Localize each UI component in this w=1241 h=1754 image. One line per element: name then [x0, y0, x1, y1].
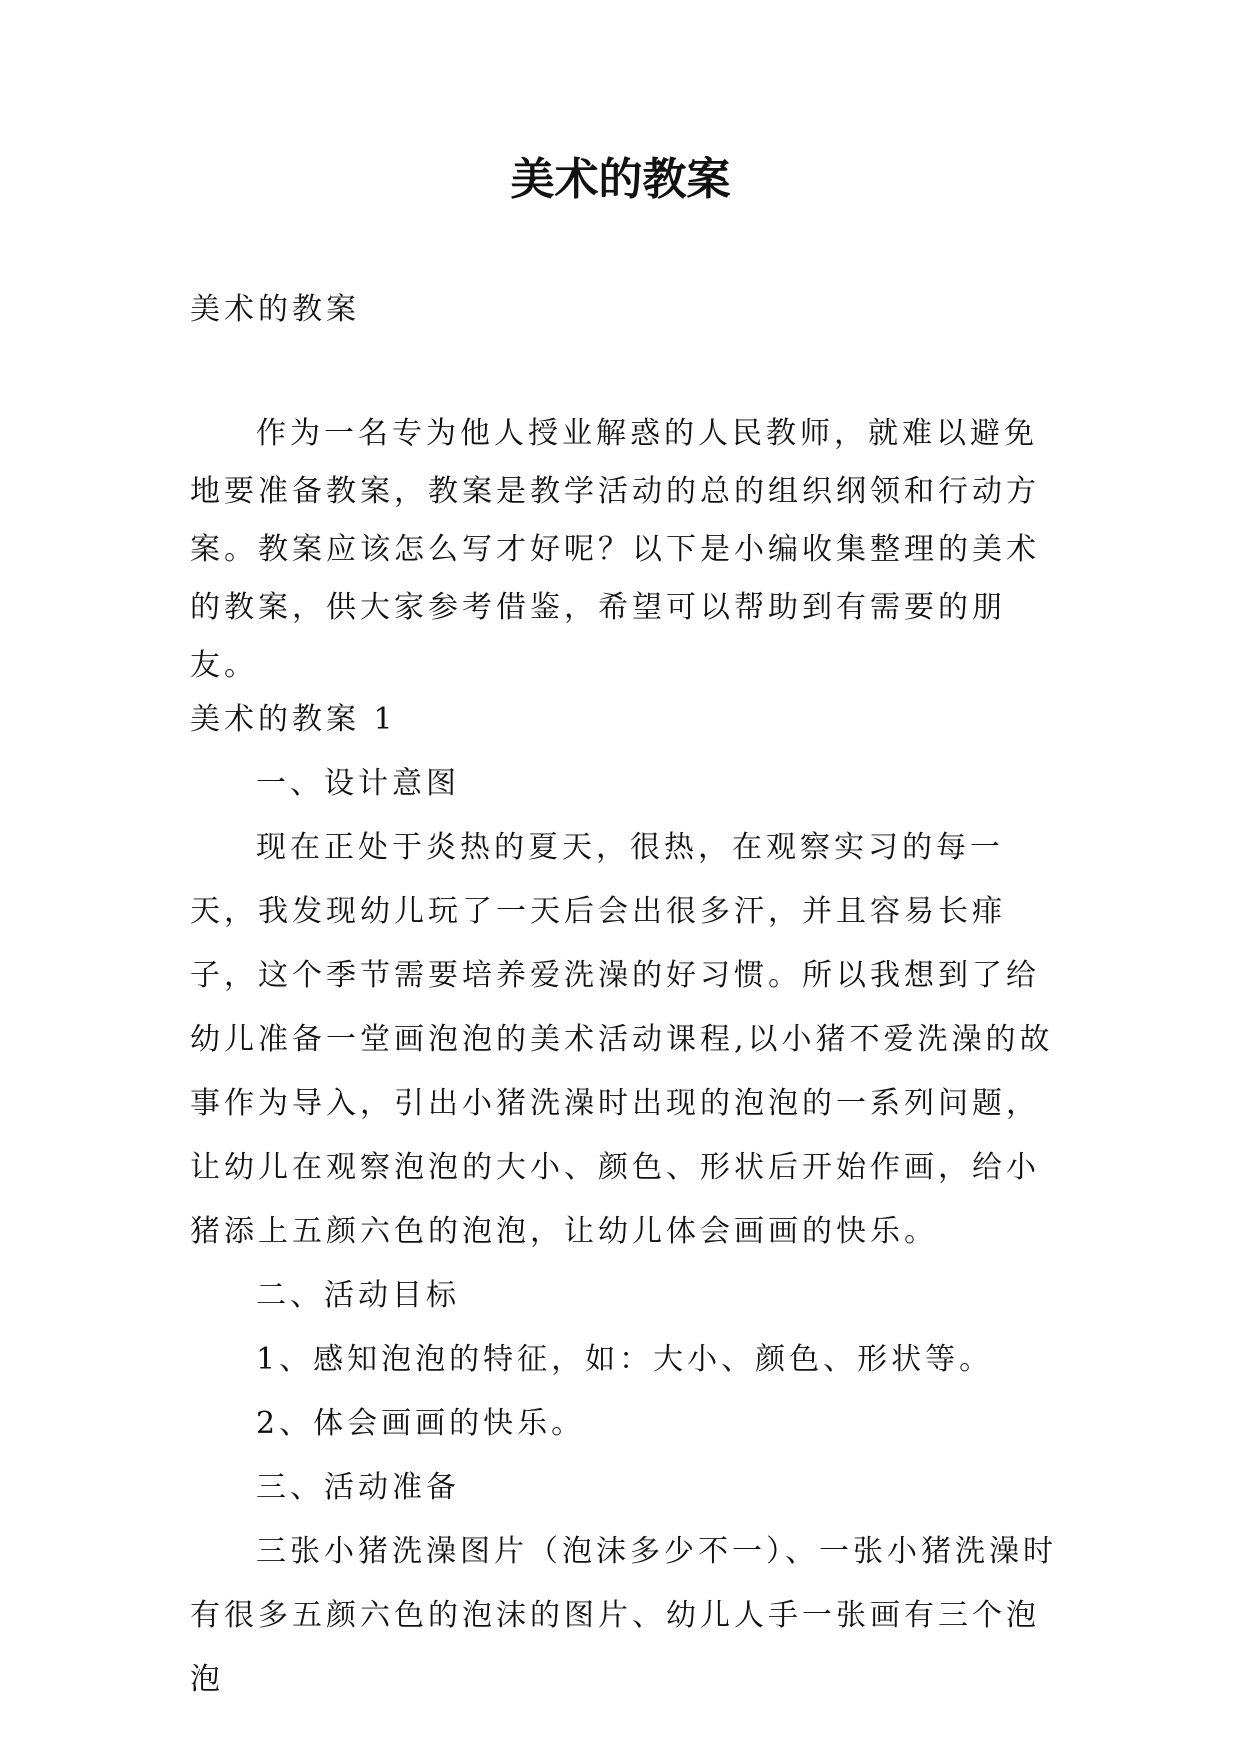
goal-item-2: 2、体会画画的快乐。	[256, 1406, 586, 1441]
document-title: 美术的教案	[510, 154, 731, 205]
section-body	[190, 752, 1070, 1712]
document-subtitle: 美术的教案	[190, 292, 360, 327]
intro-paragraph: 作为一名专为他人授业解惑的人民教师，就难以避免地要准备教案，教案是教学活动的总的组织纲领和行动方案。教案应该怎么写才好呢？以下是小编收集整理的美术的教案，供大家参考借鉴，希望可以帮助到有需要的朋友。	[190, 416, 1040, 683]
goal-item-1: 1、感知泡泡的特征，如：大小、颜色、形状等。	[256, 1342, 994, 1377]
activity-goals-heading: 二、活动目标	[256, 1278, 460, 1313]
design-intent-paragraph: 现在正处于炎热的夏天，很热，在观察实习的每一天，我发现幼儿玩了一天后会出很多汗，并且容易长痱子，这个季节需要培养爱洗澡的好习惯。所以我想到了给幼儿准备一堂画泡泡的美术活动课程,以小猪不爱洗澡的故事作为导入，引出小猪洗澡时出现的泡泡的一系列问题，让幼儿在观察泡泡的大小、颜色、形状后开始作画，给小猪添上五颜六色的泡泡，让幼儿体会画画的快乐。	[190, 830, 1054, 1249]
activity-prep-heading: 三、活动准备	[256, 1470, 460, 1505]
activity-prep-paragraph: 三张小猪洗澡图片（泡沫多少不一）、一张小猪洗澡时有很多五颜六色的泡沫的图片、幼儿人手一张画有三个泡泡	[190, 1534, 1057, 1697]
design-intent-heading: 一、设计意图	[256, 766, 460, 801]
section-heading: 美术的教案 1	[190, 702, 397, 737]
